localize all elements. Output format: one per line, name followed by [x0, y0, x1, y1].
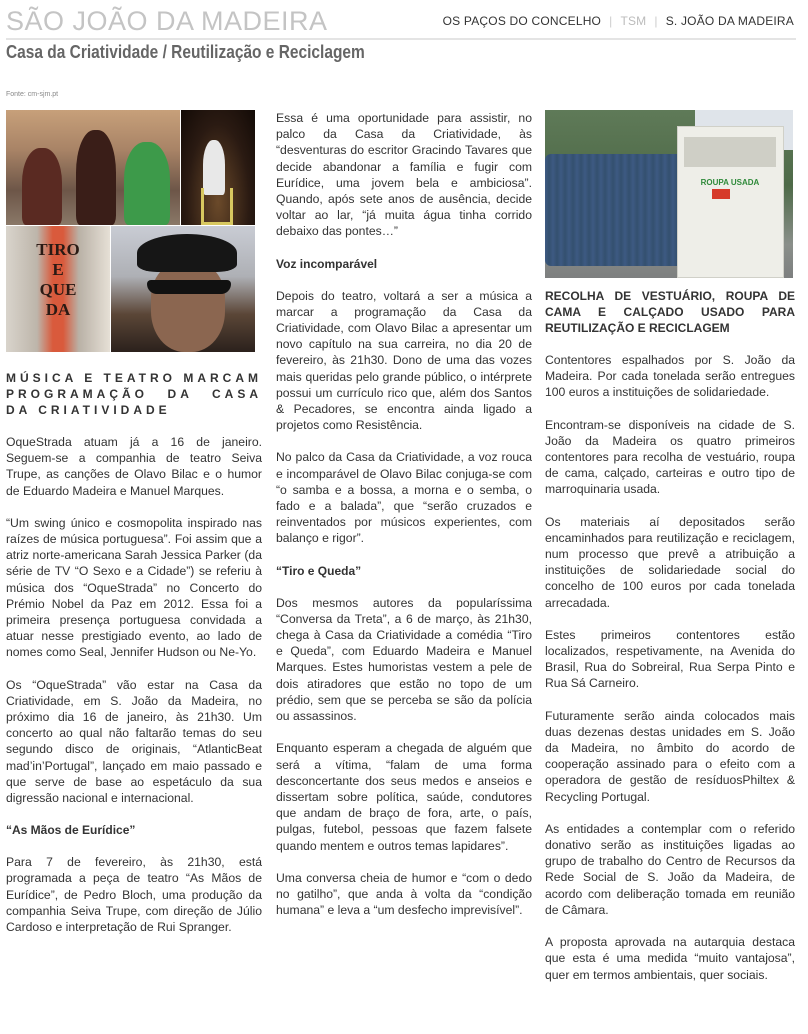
paragraph: OqueStrada atuam já a 16 de janeiro. Seguem-se a companhia de teatro Seiva Trupe, as canções de Olavo Bilac e o humor de Eduardo Madeira e Manuel Marques.	[6, 435, 262, 498]
paragraph: “Um swing único e cosmopolita inspirado nas raízes de música portuguesa”. Foi assim que a atriz norte-americana Sarah Jessica Parker (da série de TV “O Sexo e a Cidade”) se referiu à música dos “OqueStrada” no Concerto do Prémio Nobel da Paz em 2012. Essa foi a primeira presença portuguesa convidada a atuar nesse prestigiado evento, ao lado de nomes como Seal, Jennifer Hudson ou Ne-Yo.	[6, 515, 262, 660]
poster-title: TIRO E QUE DA	[36, 240, 80, 319]
chair-shape	[201, 188, 233, 225]
column-1	[6, 110, 262, 951]
recycling-bins-photo	[545, 110, 793, 278]
masthead	[6, 4, 796, 40]
container-sticker	[712, 189, 730, 199]
paragraph: Dos mesmos autores da popularíssima “Conversa da Treta”, a 6 de março, às 21h30, chega à Casa da Criatividade a comédia “Tiro e Queda”, com Eduardo Madeira e Manuel Marques. Estes humoristas vestem a pele de dois atiradores que estão no topo de um prédio, sem que se perceba se são da polícia ou assassinos.	[276, 595, 532, 724]
paragraph: Encontram-se disponíveis na cidade de S. João da Madeira os quatro primeiros contentores para recolha de vestuário, roupa de cama, calçado, carteiras e outro tipo de marroquinaria usada.	[545, 417, 795, 497]
hat-shape	[137, 234, 237, 272]
section-heading: “As Mãos de Eurídice”	[6, 823, 136, 838]
column-3	[545, 110, 795, 999]
portrait-photo	[111, 226, 255, 352]
source-credit: Fonte: cm-sjm.pt	[6, 91, 59, 98]
paragraph: Os “OqueStrada” vão estar na Casa da Criatividade, em S. João da Madeira, no próximo dia 16 de janeiro, às 21h30. Um concerto ao qual não faltarão temas do seu segundo disco de originais, “AtlanticBeat mad’in’Portugal”, lançado em maio passado e que serve de base ao espetáculo da sua digressão nacional e internacional.	[6, 677, 262, 806]
paragraph: Uma conversa cheia de humor e “com o dedo no gatilho”, que anda à volta da “condição humana” e leva a “um desfecho imprevisível”.	[276, 870, 532, 918]
paragraph: No palco da Casa da Criatividade, a voz rouca e incomparável de Olavo Bilac conjuga-se com “o samba e a bossa, a morna e o semba, o fado e a balada”, que “serão cruzados e reinventados por músicos experientes, com balanço e rigor”.	[276, 450, 532, 546]
section-nav	[443, 14, 794, 28]
singer-figure	[124, 142, 170, 225]
container-label: ROUPA USADA	[700, 178, 760, 187]
nav-separator: |	[609, 14, 613, 28]
blue-containers	[545, 154, 685, 266]
paragraph: Depois do teatro, voltará a ser a música a marcar a programação da Casa da Criatividade, com Olavo Bilac a apresentar um novo capítulo na sua carreira, no dia 20 de fevereiro, às 21h30. Dono de uma das vozes mais queridas pelo grande público, o intérprete possui um currículo rico que, além dos Santos & Pecadores, se encontra ainda ligado a projetos como Resistência.	[276, 288, 532, 433]
publication-title: SÃO JOÃO DA MADEIRA	[6, 6, 328, 36]
sunglasses-shape	[147, 280, 231, 294]
paragraph: Contentores espalhados por S. João da Madeira. Por cada tonelada serão entregues 100 euros a instituições de solidariedade.	[545, 353, 795, 400]
face-shape	[151, 262, 225, 352]
nav-item-tsm[interactable]: TSM	[620, 14, 647, 28]
nav-item-sjm[interactable]: S. JOÃO DA MADEIRA	[665, 14, 794, 28]
paragraph: A proposta aprovada na autarquia destaca que esta é uma medida “muito vantajosa”, quer em termos ambientais, quer sociais.	[545, 935, 795, 982]
musician-figure	[22, 148, 62, 225]
paragraph: As entidades a contemplar com o referido donativo serão as instituições ligadas ao grupo de trabalho do Centro de Recursos da Rede Social de S. João da Madeira, de acordo com deliberação tomada em reunião de Câmara.	[545, 821, 795, 917]
photo-collage	[6, 110, 255, 352]
actor-figure	[203, 140, 225, 195]
paragraph: Essa é uma oportunidade para assistir, no palco da Casa da Criatividade, às “desventuras do escritor Gracindo Tavares que decide abandonar a família e fugir com Eurídice, uma jovem bela e ambiciosa”. Quando, após sete anos de ausência, decide voltar ao lar, “já muita água tinha corrido debaixo das pontes…”	[276, 111, 532, 239]
article-headline: RECOLHA DE VESTUÁRIO, ROUPA DE CAMA E CALÇADO USADO PARA REUTILIZAÇÃO E RECICLAGEM	[545, 289, 795, 335]
musician-figure	[76, 130, 116, 225]
section-heading: “Tiro e Queda”	[276, 563, 362, 578]
section-heading: Voz incomparável	[276, 256, 378, 271]
article-headline: MÚSICA E TEATRO MARCAM PROGRAMAÇÃO DA CASA DA CRIATIVIDADE	[6, 371, 262, 417]
paragraph: Para 7 de fevereiro, às 21h30, está programada a peça de teatro “As Mãos de Eurídice”, de Pedro Bloch, uma produção da companhia Seiva Trupe, com direção de Júlio Cardoso e interpretação de Rui Spranger.	[6, 855, 262, 935]
paragraph: Os materiais aí depositados serão encaminhados para reutilização e reciclagem, num processo que prevê a atribuição a instituições de solidariedade social do concelho de 100 euros por cada tonelada arrecadada.	[545, 514, 795, 610]
page-subtitle: Casa da Criatividade / Reutilização e Reciclagem	[6, 42, 365, 62]
clothing-container	[677, 126, 784, 278]
paragraph: Futuramente serão ainda colocados mais duas dezenas destas unidades em S. João da Madeira, no âmbito do acordo de cooperação assinado para o efeito com a operadora de gestão de resíduosPhiltex & Recycling Portugal.	[545, 708, 795, 804]
nav-separator: |	[654, 14, 658, 28]
column-2	[276, 110, 532, 934]
paragraph: Enquanto esperam a chegada de alguém que será a vítima, “falam de uma forma desconcertante dos seus medos e anseios e dissertam sobre política, saúde, condutores que andam de braço de fora, arte, o país, pulgas, futebol, pessoas que fazem falsete quando mentem e outros temas lapidares”.	[276, 741, 532, 853]
band-photo	[6, 110, 180, 225]
paragraph: Estes primeiros contentores estão localizados, respetivamente, na Avenida do Brasil, Rua do Sobreiral, Rua Serpa Pinto e Rua Sá Carneiro.	[545, 627, 795, 691]
nav-item-pacos-do-concelho[interactable]: OS PAÇOS DO CONCELHO	[442, 14, 602, 28]
stage-photo	[181, 110, 255, 225]
tiro-e-queda-poster	[6, 226, 110, 352]
container-slot	[684, 137, 776, 167]
